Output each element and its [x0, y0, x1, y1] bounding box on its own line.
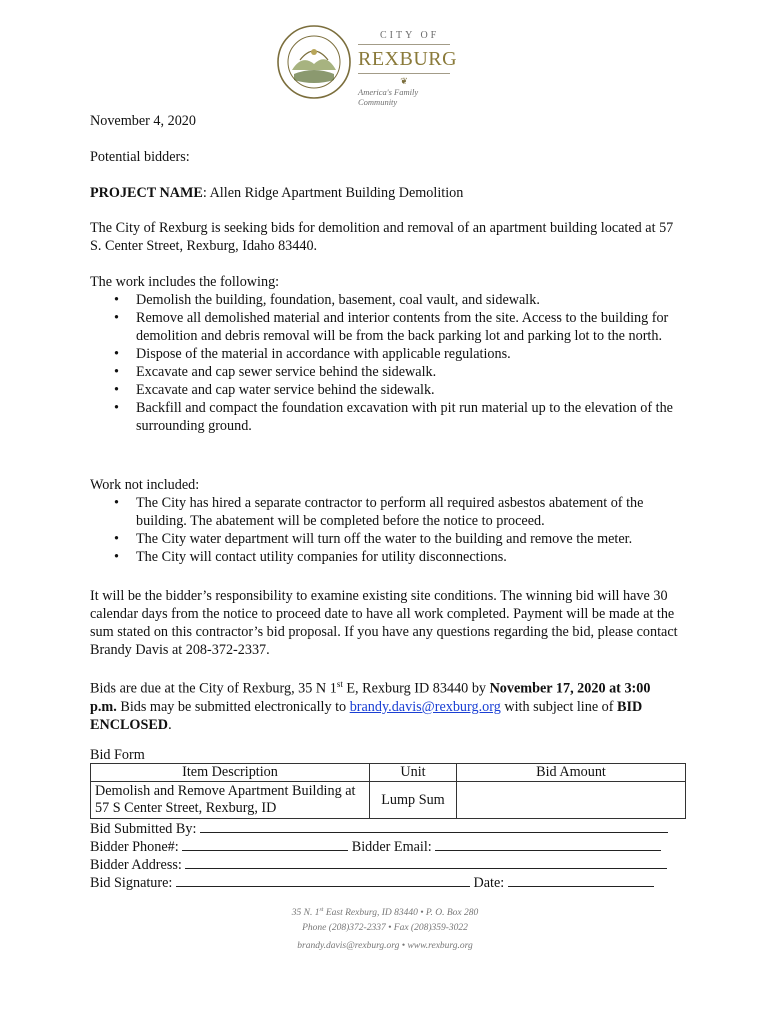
due-paragraph: [90, 675, 680, 734]
email-link[interactable]: brandy.davis@rexburg.org: [349, 698, 501, 715]
signature-line: [90, 874, 680, 892]
city-tagline: America's Family Community: [358, 87, 419, 107]
phone-label: Bidder Phone#:: [90, 839, 179, 855]
list-item: • Backfill and compact the foundation excavation with pit run material up to the elevation of the surrounding ground.: [90, 399, 680, 435]
due-sup: st: [336, 679, 343, 689]
col-header-amount: Bid Amount: [457, 764, 686, 782]
due-text: Bids are due at the City of Rexburg, 35 N 1: [90, 680, 337, 697]
project-label: PROJECT NAME: [90, 185, 203, 201]
due-subject: BID ENCLOSED: [90, 698, 643, 733]
city-seal-icon: [276, 24, 352, 100]
responsibility-paragraph: It will be the bidder’s responsibility to examine existing site conditions. The winning bid will have 30 calendar days from the notice to proceed date to have all work completed. Payment will be made at the sum stated on this contractor’s bid proposal. If you have any questions regarding the bid, please contact Brandy Davis at 208-372-2337.: [90, 588, 678, 658]
address-line: [90, 856, 680, 874]
due-text: .: [168, 716, 172, 733]
list-item: • Remove all demolished material and interior contents from the site. Access to the building for demolition and debris removal will be from the back parking lot and parking lot to the north.: [90, 309, 680, 345]
due-text: Bids may be submitted electronically to: [116, 698, 350, 715]
list-item: • Demolish the building, foundation, basement, coal vault, and sidewalk.: [90, 291, 680, 309]
project-name: : Allen Ridge Apartment Building Demolition: [202, 185, 464, 201]
phone-email-line: [90, 838, 680, 856]
letter-date: November 4, 2020: [90, 113, 196, 129]
due-text: E, Rexburg ID 83440 by: [342, 680, 490, 697]
footer-sup: st: [319, 907, 324, 913]
cell-description: Demolish and Remove Apartment Building at 57 S Center Street, Rexburg, ID: [91, 782, 370, 819]
salutation: Potential bidders:: [90, 149, 190, 165]
intro-paragraph: The City of Rexburg is seeking bids for demolition and removal of an apartment building located at 57 S. Center Street, Rexburg, Idaho 83440.: [90, 220, 674, 254]
not-included-heading: Work not included:: [90, 477, 200, 493]
list-item: • The City will contact utility companies for utility disconnections.: [90, 548, 680, 566]
footer-text: East Rexburg, ID 83440 • P. O. Box 280: [323, 908, 479, 919]
address-label: Bidder Address:: [90, 857, 182, 873]
city-name: REXBURG: [358, 48, 458, 70]
submitted-by-line: [90, 820, 680, 838]
brand-rule: [358, 44, 450, 45]
phone-field[interactable]: [182, 838, 348, 851]
bid-table: [90, 763, 686, 819]
date-label: Date:: [473, 875, 505, 891]
list-item: • Excavate and cap water service behind the sidewalk.: [90, 381, 680, 399]
col-header-description: Item Description: [91, 764, 370, 782]
due-deadline: November 17, 2020 at 3:00 p.m.: [90, 680, 651, 715]
cell-unit: Lump Sum: [370, 782, 457, 819]
cell-bid-amount[interactable]: [457, 782, 686, 819]
ornament-icon: ❦: [400, 76, 408, 86]
work-heading: The work includes the following:: [90, 274, 280, 290]
list-item: • The City water department will turn off the water to the building and remove the meter.: [90, 530, 680, 548]
list-item: • Dispose of the material in accordance with applicable regulations.: [90, 345, 680, 363]
submitted-by-label: Bid Submitted By:: [90, 821, 197, 837]
footer-text: 35 N. 1: [291, 908, 320, 919]
table-row: [91, 782, 686, 819]
not-included-list: [90, 494, 680, 566]
city-of-text: CITY OF: [380, 30, 440, 41]
email-field[interactable]: [435, 838, 661, 851]
due-text: with subject line of: [500, 698, 618, 715]
submitted-by-field[interactable]: [200, 820, 668, 833]
work-list: [90, 291, 680, 435]
col-header-unit: Unit: [370, 764, 457, 782]
letterhead-brand: [358, 30, 458, 107]
list-item: • Excavate and cap sewer service behind the sidewalk.: [90, 363, 680, 381]
date-field[interactable]: [508, 874, 654, 887]
signature-label: Bid Signature:: [90, 875, 173, 891]
footer-contact: brandy.davis@rexburg.org • www.rexburg.org: [297, 941, 473, 951]
bid-form-title: Bid Form: [90, 747, 145, 763]
footer-phone: Phone (208)372-2337 • Fax (208)359-3022: [302, 923, 468, 933]
address-field[interactable]: [185, 856, 667, 869]
brand-rule: [358, 73, 450, 74]
signature-field[interactable]: [176, 874, 470, 887]
email-label: Bidder Email:: [351, 839, 432, 855]
project-name-line: [90, 184, 680, 202]
list-item: • The City has hired a separate contractor to perform all required asbestos abatement of the building. The abatement will be completed before the notice to proceed.: [90, 494, 680, 530]
table-header-row: [91, 764, 686, 782]
